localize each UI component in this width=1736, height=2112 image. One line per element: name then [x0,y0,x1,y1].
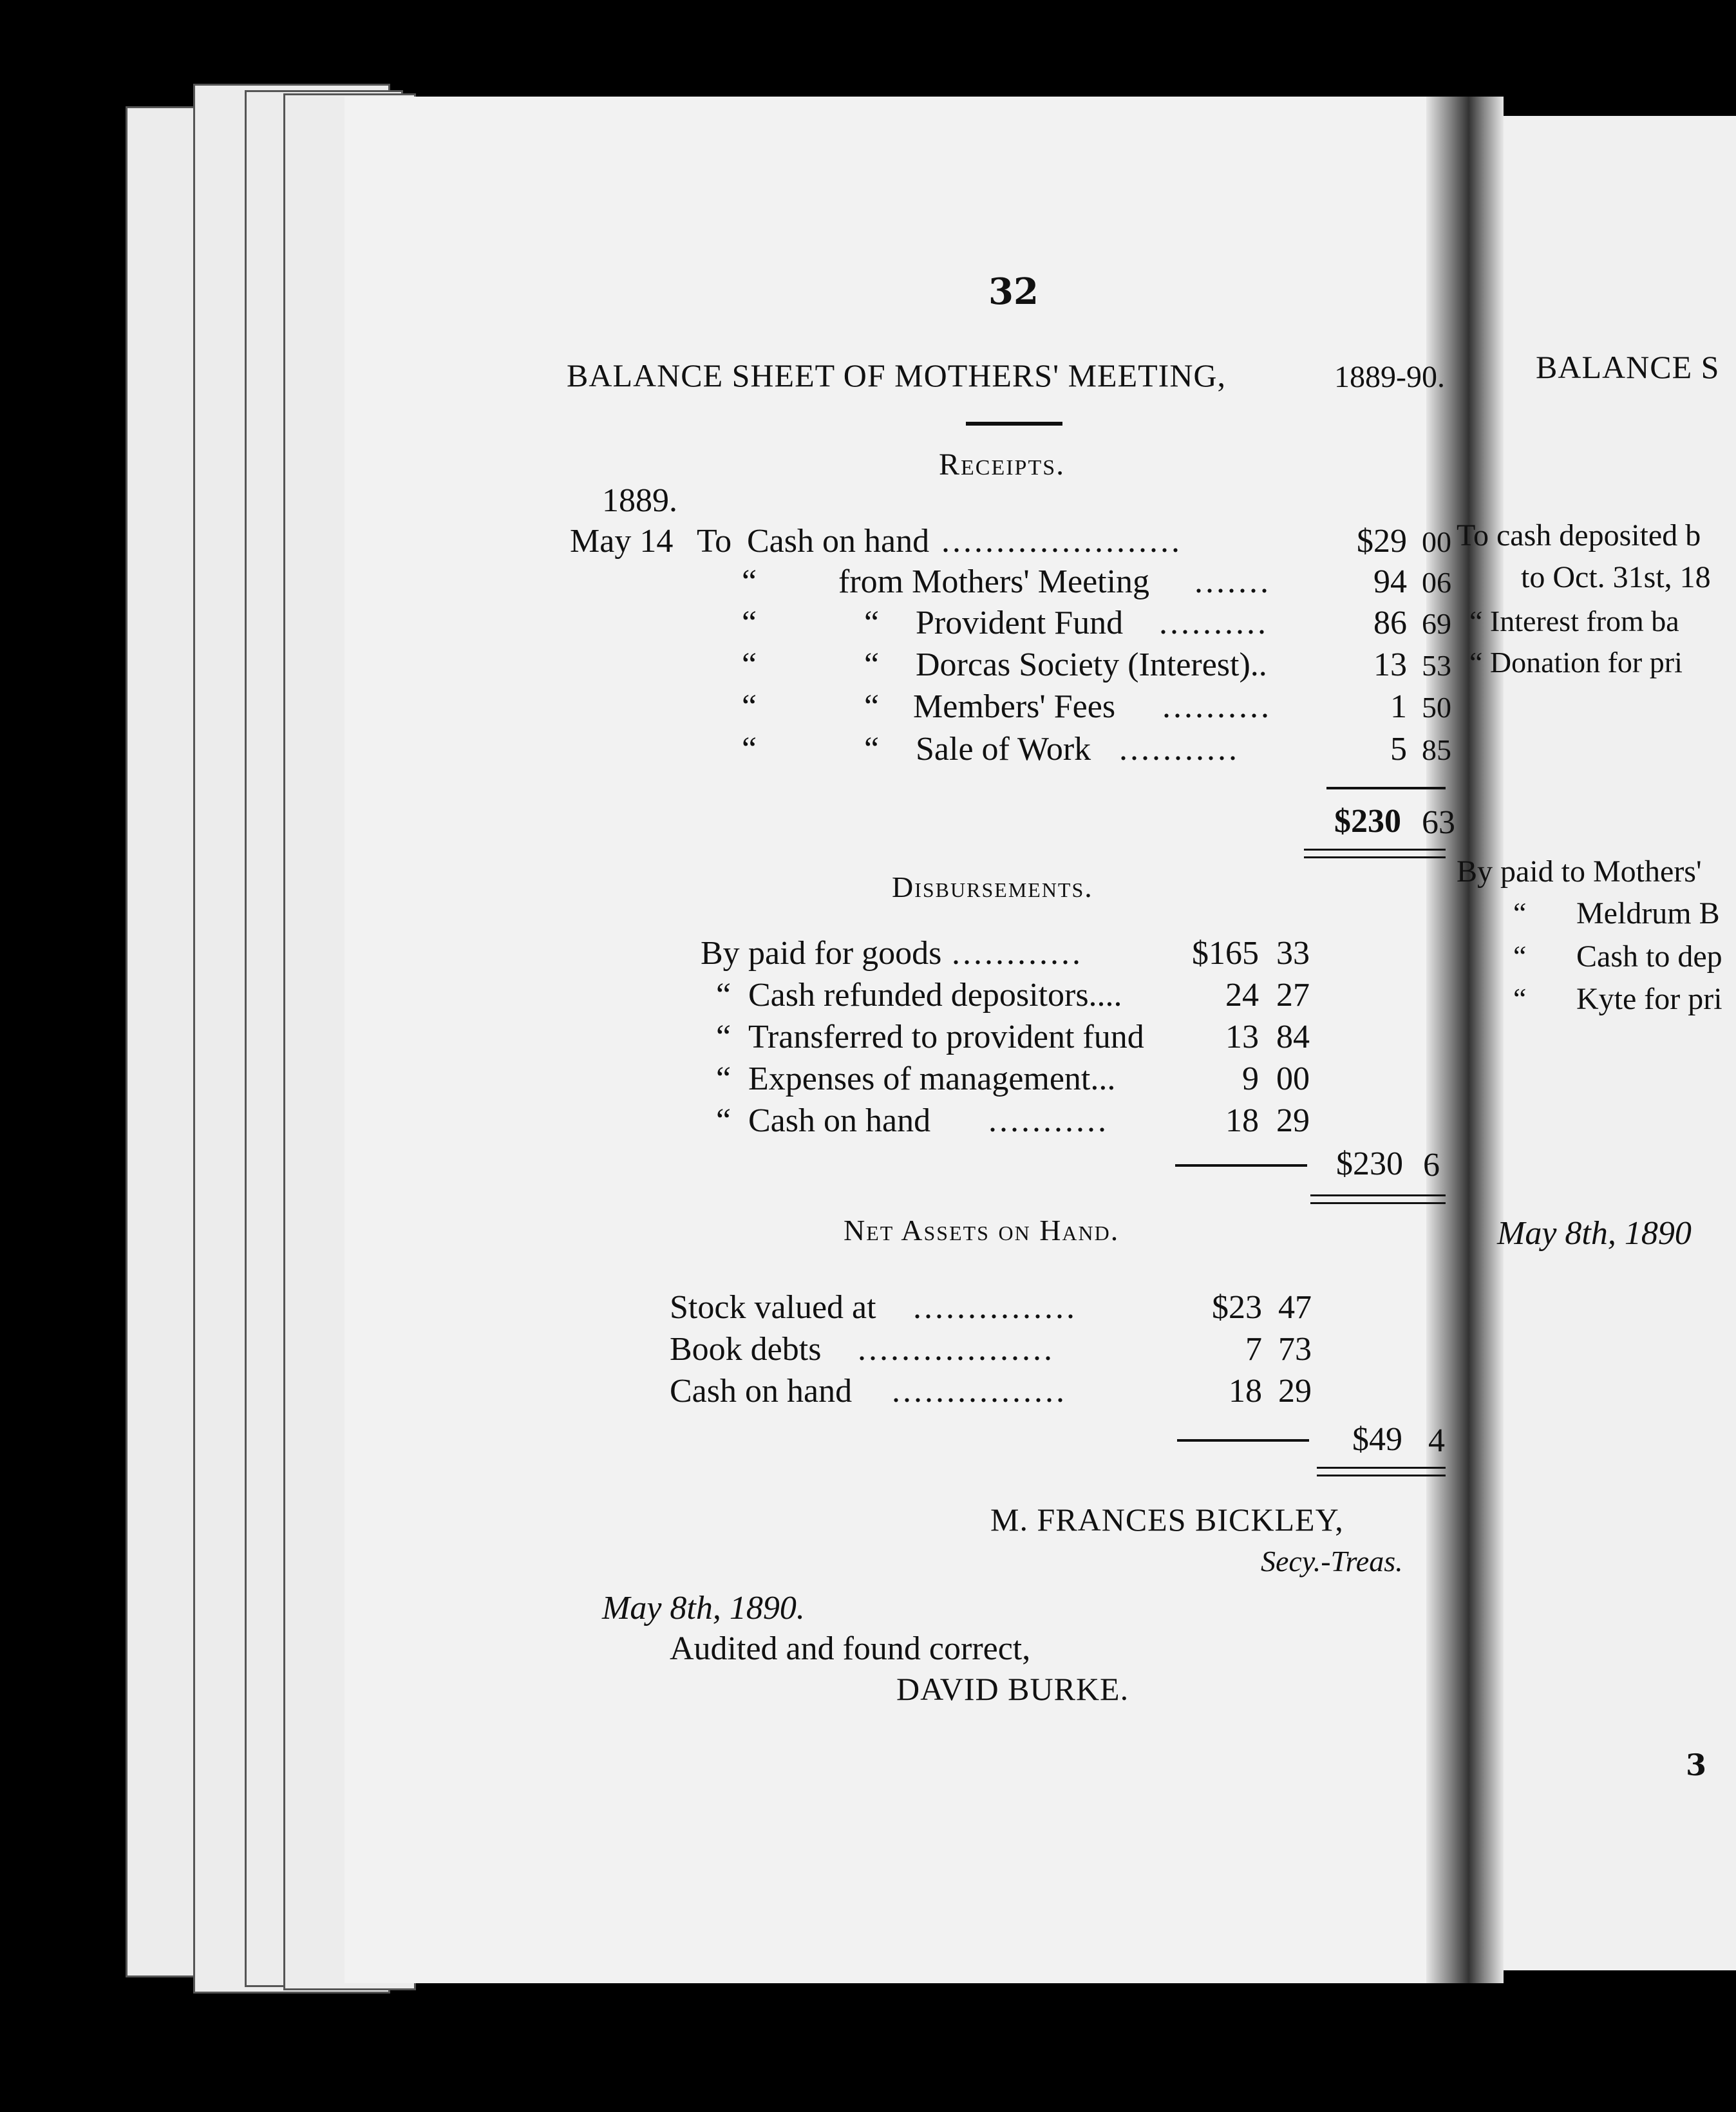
receipt-amount-dollars: $29 [1357,523,1407,560]
receipt-amount-dollars: 13 [1373,646,1407,683]
disbursement-ditto: “ [716,1019,731,1055]
receipts-heading: Receipts. [939,448,1066,482]
receipt-prefix: To [697,523,732,560]
receipts-total-cents: 63 [1422,804,1455,841]
receipt-label: Members' Fees [913,688,1116,725]
disbursement-ditto: “ [716,1102,731,1139]
disbursement-label: Expenses of management... [748,1061,1116,1097]
net-asset-amount-cents: 29 [1278,1373,1312,1410]
net-asset-label: Stock valued at [670,1289,876,1326]
disbursement-label: Cash refunded depositors.... [748,977,1122,1014]
receipt-ditto: “ [864,605,880,641]
disbursement-amount-cents: 27 [1276,977,1310,1014]
receipt-amount-dollars: 1 [1390,688,1407,725]
receipt-amount-dollars: 86 [1373,605,1407,641]
net-asset-amount-dollars: 7 [1245,1331,1262,1368]
right-page-line: “ [1513,896,1527,929]
right-page-line: “ [1513,982,1527,1015]
net-asset-amount-cents: 73 [1278,1331,1312,1368]
receipt-amount-dollars: 5 [1390,731,1407,768]
receipt-ditto: “ [864,646,880,683]
receipt-amount-cents: 53 [1422,649,1451,682]
net-assets-total-rule [1317,1475,1446,1476]
receipt-ditto: “ [742,605,757,641]
receipt-amount-cents: 00 [1422,525,1451,558]
right-page-line: to Oct. 31st, 18 [1521,560,1711,594]
net-assets-total-cents: 4 [1428,1422,1445,1459]
receipt-leader-dots: .......... [1159,605,1269,641]
net-asset-leader-dots: ............... [913,1289,1077,1326]
disbursement-ditto: “ [716,1061,731,1097]
signatory-name: M. FRANCES BICKLEY, [990,1502,1344,1538]
net-asset-label: Cash on hand [670,1373,853,1410]
receipt-amount-cents: 69 [1422,607,1451,640]
receipt-label: Provident Fund [916,605,1124,641]
receipt-amount-cents: 85 [1422,733,1451,766]
right-page-line: “ Donation for pri [1469,646,1683,679]
receipt-label: Cash on hand [747,523,930,560]
disbursement-prefix: By [701,935,740,972]
receipt-ditto: “ [742,731,757,768]
auditor-name: DAVID BURKE. [896,1671,1129,1707]
right-page-title: BALANCE S [1536,349,1720,385]
document-title-year: 1889-90. [1334,360,1445,394]
receipt-amount-cents: 06 [1422,566,1451,599]
right-page-number: 3 [1686,1748,1707,1782]
disbursements-heading: Disbursements. [892,871,1093,903]
right-page-date: May 8th, 1890 [1497,1215,1692,1252]
disbursement-leader-dots: ............ [952,935,1083,972]
signatory-title: Secy.-Treas. [1261,1545,1403,1578]
net-asset-amount-cents: 47 [1278,1289,1312,1326]
receipts-subtotal-rule [1326,787,1446,789]
receipt-leader-dots: ....... [1194,563,1271,600]
receipt-ditto: “ [742,688,757,725]
disbursement-leader-dots: ........... [988,1102,1109,1139]
receipt-leader-dots: .......... [1162,688,1272,725]
disbursement-amount-dollars: 9 [1242,1061,1259,1097]
receipt-ditto: “ [742,563,757,600]
signature-date: May 8th, 1890. [602,1590,805,1626]
disbursement-ditto: “ [716,977,731,1014]
document-title: BALANCE SHEET OF MOTHERS' MEETING, [567,357,1227,393]
disbursement-amount-dollars: $165 [1192,935,1259,972]
net-asset-amount-dollars: $23 [1212,1289,1262,1326]
receipt-leader-dots: ........... [1119,731,1240,768]
disbursement-amount-cents: 00 [1276,1061,1310,1097]
disbursements-total-rule [1310,1194,1446,1196]
right-page-line: Cash to dep [1576,939,1722,974]
net-asset-amount-dollars: 18 [1229,1373,1262,1410]
disbursements-total-dollars: $230 [1336,1146,1403,1182]
disbursement-amount-dollars: 24 [1225,977,1259,1014]
receipts-date: May 14 [570,523,674,560]
disbursement-amount-dollars: 18 [1225,1102,1259,1139]
receipt-label: Dorcas Society (Interest).. [916,646,1267,683]
disbursement-label: Transferred to provident fund [748,1019,1144,1055]
title-divider [966,422,1062,426]
page-number: 32 [988,270,1039,313]
disbursement-label: Cash on hand [748,1102,931,1139]
right-page-line: “ Interest from ba [1469,605,1679,637]
net-asset-label: Book debts [670,1331,822,1368]
disbursements-subtotal-rule [1175,1164,1307,1167]
net-assets-total-rule [1317,1467,1446,1469]
receipts-total-dollars: $230 [1334,803,1401,840]
receipt-amount-cents: 50 [1422,691,1451,724]
net-asset-leader-dots: .................. [858,1331,1055,1368]
receipt-amount-dollars: 94 [1373,563,1407,600]
disbursement-label: paid for goods [748,935,942,972]
right-page-line: By paid to Mothers' [1457,854,1702,889]
right-page-line: To cash deposited b [1457,518,1701,552]
net-asset-leader-dots: ................ [892,1373,1067,1410]
receipt-label: from Mothers' Meeting [838,563,1150,600]
disbursement-amount-dollars: 13 [1225,1019,1259,1055]
audit-statement: Audited and found correct, [670,1630,1031,1667]
right-page-line: Kyte for pri [1576,982,1722,1016]
net-assets-total-dollars: $49 [1352,1421,1402,1458]
disbursement-amount-cents: 33 [1276,935,1310,972]
receipts-total-rule [1304,849,1446,851]
receipt-label: Sale of Work [916,731,1091,768]
receipt-ditto: “ [864,688,880,725]
net-assets-subtotal-rule [1177,1439,1309,1442]
disbursements-total-cents: 6 [1423,1147,1440,1183]
net-assets-heading: Net Assets on Hand. [844,1214,1120,1247]
disbursement-amount-cents: 84 [1276,1019,1310,1055]
disbursements-total-rule [1310,1202,1446,1204]
right-page-line: Meldrum B [1576,896,1720,930]
receipt-ditto: “ [742,646,757,683]
receipt-leader-dots: ...................... [941,523,1182,560]
receipts-year: 1889. [602,482,677,519]
receipt-ditto: “ [864,731,880,768]
receipts-total-rule [1304,856,1446,858]
disbursement-amount-cents: 29 [1276,1102,1310,1139]
right-page-line: “ [1513,939,1527,972]
